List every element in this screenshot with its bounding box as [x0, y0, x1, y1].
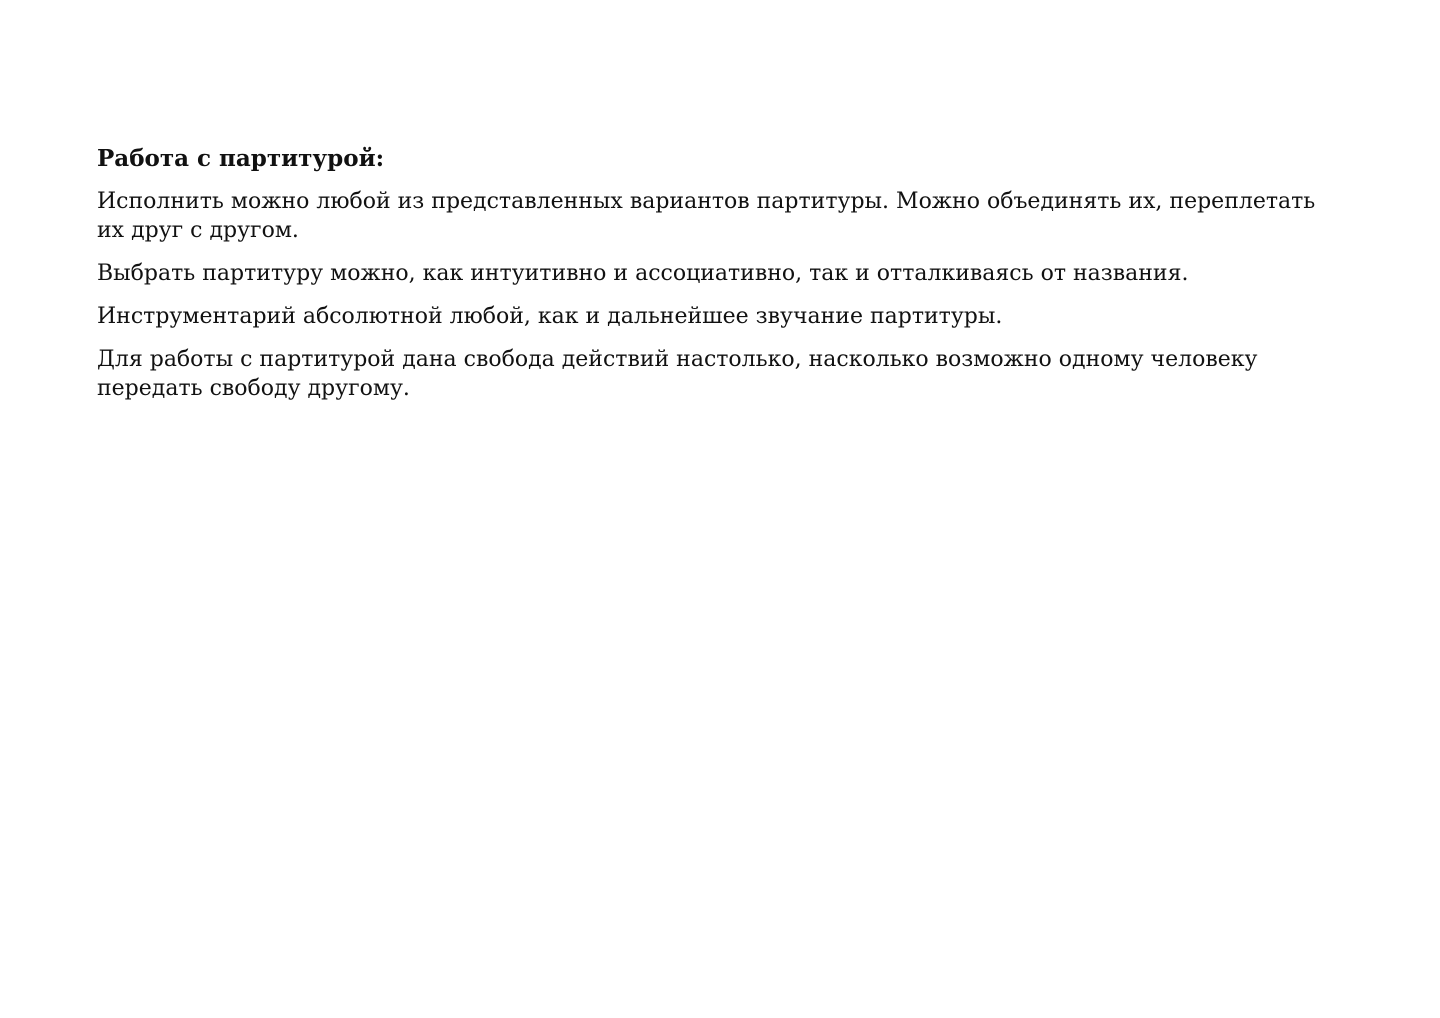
- paragraph-4: Для работы с партитурой дана свобода действий настолько, насколько возможно одному человеку передать свободу другому.: [97, 347, 1258, 401]
- section-heading: Работа с партитурой:: [97, 145, 385, 172]
- document-page: [97, 143, 1327, 417]
- paragraph-3: Инструментарий абсолютной любой, как и дальнейшее звучание партитуры.: [97, 304, 1003, 329]
- paragraph-2: Выбрать партитуру можно, как интуитивно и ассоциативно, так и отталкиваясь от названия.: [97, 261, 1189, 286]
- paragraph-1: Исполнить можно любой из представленных вариантов партитуры. Можно объединять их, переплетать их друг с другом.: [97, 189, 1316, 243]
